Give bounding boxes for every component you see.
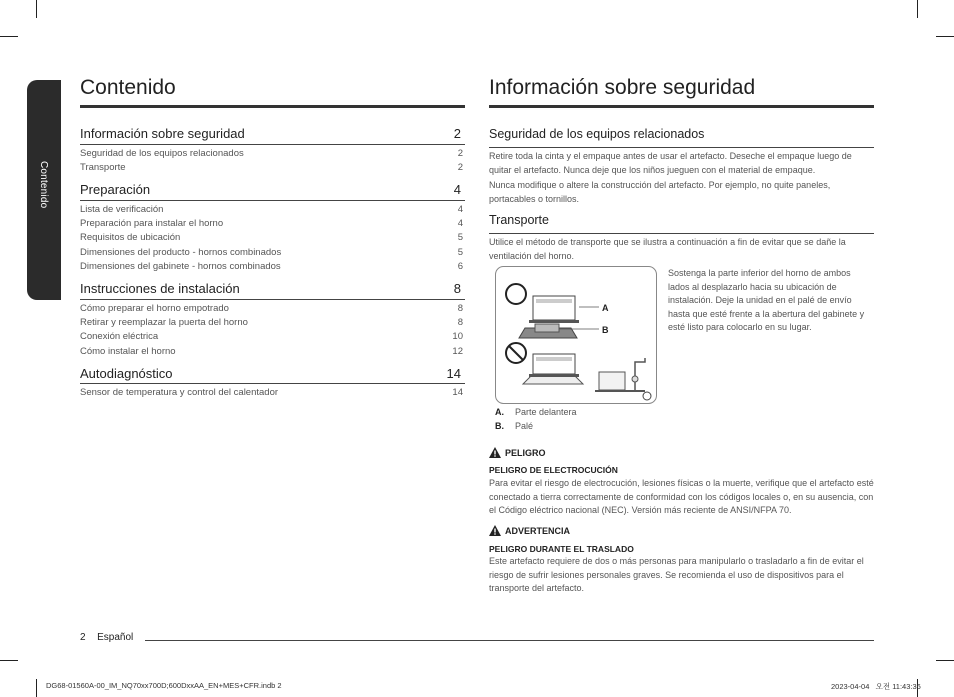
toc-item-label: Dimensiones del gabinete - hornos combinados <box>80 261 281 272</box>
warning-label: ADVERTENCIA <box>505 525 571 536</box>
crop-mark <box>36 0 37 18</box>
toc-item-label: Transporte <box>80 162 126 173</box>
crop-mark <box>936 660 954 661</box>
figure-label-a: A <box>602 303 609 313</box>
equipment-rule <box>489 147 874 148</box>
toc-item[interactable] <box>80 218 463 229</box>
toc-item[interactable] <box>80 346 463 357</box>
figure-caption: Sostenga la parte inferior del horno de ambos lados al desplazarlo hacia su ubicación de instalación. Deje la unidad en el palé de envío hasta que esté frente a la abertura del gabinete y esté listo para colocarlo en su lugar. <box>668 268 865 332</box>
danger-header <box>489 447 546 458</box>
toc-item-page: 8 <box>457 303 463 314</box>
equipment-paragraph-1: Retire toda la cinta y el empaque antes de usar el artefacto. Deseche el empaque luego de quitar el artefacto. Nunca deje que los niños jueguen con el material de empaque. <box>489 151 852 175</box>
transport-heading: Transporte <box>489 213 549 227</box>
figure-label-b: B <box>602 325 609 335</box>
side-tab-label: Contenido <box>38 161 49 209</box>
toc-item-label: Cómo instalar el horno <box>80 346 176 357</box>
toc-section-rule <box>80 144 465 145</box>
transport-rule <box>489 233 874 234</box>
toc-item-label: Cómo preparar el horno empotrado <box>80 303 229 314</box>
danger-label: PELIGRO <box>505 447 546 458</box>
toc-item-page: 12 <box>452 346 463 357</box>
footer-rule <box>145 640 874 641</box>
transport-illustration <box>495 266 657 404</box>
toc-item[interactable] <box>80 317 463 328</box>
toc-item-page: 4 <box>457 218 463 229</box>
toc-title-rule <box>80 105 465 108</box>
warning-text: Este artefacto requiere de dos o más personas para manipularlo o trasladarlo a fin de evitar el riesgo de sufrir lesiones personales graves. Se recomienda el uso de dispositivos para el transporte del artefacto. <box>489 556 864 593</box>
toc-section[interactable] <box>80 126 465 141</box>
toc-item[interactable] <box>80 148 463 159</box>
crop-mark <box>0 660 18 661</box>
transport-paragraph: Utilice el método de transporte que se ilustra a continuación a fin de evitar que se dañe la ventilación del horno. <box>489 237 846 261</box>
toc-section-title: Autodiagnóstico <box>80 366 173 381</box>
toc-item-label: Dimensiones del producto - hornos combinados <box>80 247 282 258</box>
side-tab[interactable] <box>27 80 61 300</box>
toc-section-page: 8 <box>453 281 461 296</box>
transport-figure <box>495 266 657 404</box>
equipment-paragraph-2: Nunca modifique o altere la construcción del artefacto. Por ejemplo, no quite paneles, portacables o tornillos. <box>489 180 831 204</box>
toc-item[interactable] <box>80 303 463 314</box>
toc-section-rule <box>80 383 465 384</box>
toc-section[interactable] <box>80 281 465 296</box>
toc-item-page: 5 <box>457 232 463 243</box>
toc-item[interactable] <box>80 204 463 215</box>
toc-item-page: 2 <box>457 162 463 173</box>
legend-a: A. Parte delantera <box>495 407 577 417</box>
toc-item[interactable] <box>80 247 463 258</box>
crop-mark <box>0 36 18 37</box>
legend-b: B. Palé <box>495 421 534 431</box>
toc-item-page: 6 <box>457 261 463 272</box>
toc-item-label: Requisitos de ubicación <box>80 232 181 243</box>
footer-timestamp: 2023-04-04 오전 11:43:36 <box>831 682 921 691</box>
warning-subhead: PELIGRO DURANTE EL TRASLADO <box>489 544 634 554</box>
warning-triangle-icon <box>489 447 501 458</box>
toc-item-page: 5 <box>457 247 463 258</box>
toc-item-label: Preparación para instalar el horno <box>80 218 224 229</box>
toc-section[interactable] <box>80 182 465 197</box>
toc-item-page: 4 <box>457 204 463 215</box>
toc-item-page: 2 <box>457 148 463 159</box>
toc-section[interactable] <box>80 366 465 381</box>
toc-item-label: Sensor de temperatura y control del calentador <box>80 387 279 398</box>
warning-triangle-icon <box>489 525 501 536</box>
toc-section-rule <box>80 200 465 201</box>
toc-item[interactable] <box>80 232 463 243</box>
crop-mark <box>936 36 954 37</box>
page-footer <box>80 632 133 643</box>
toc-item[interactable] <box>80 387 463 398</box>
safety-title-rule <box>489 105 874 108</box>
toc-section-page: 14 <box>446 366 461 381</box>
crop-mark <box>917 0 918 18</box>
toc-section-page: 2 <box>453 126 461 141</box>
equipment-heading: Seguridad de los equipos relacionados <box>489 127 705 141</box>
toc-section-title: Preparación <box>80 182 151 197</box>
danger-text: Para evitar el riesgo de electrocución, lesiones físicas o la muerte, verifique que el artefacto esté conectado a tierra correctamente de conformidad con los códigos locales o, en su ausencia, con el Código eléctrico nacional (NEC). Versión más reciente de ANSI/NFPA 70. <box>489 478 874 515</box>
footer-language: Español <box>97 632 134 643</box>
toc-item-label: Retirar y reemplazar la puerta del horno <box>80 317 248 328</box>
toc-item[interactable] <box>80 331 463 342</box>
crop-mark <box>36 679 37 697</box>
toc-item-label: Lista de verificación <box>80 204 164 215</box>
toc-item[interactable] <box>80 162 463 173</box>
toc-item[interactable] <box>80 261 463 272</box>
toc-section-page: 4 <box>453 182 461 197</box>
toc-item-page: 8 <box>457 317 463 328</box>
danger-subhead: PELIGRO DE ELECTROCUCIÓN <box>489 465 618 475</box>
toc-item-page: 14 <box>452 387 463 398</box>
toc-item-label: Conexión eléctrica <box>80 331 159 342</box>
toc-section-title: Información sobre seguridad <box>80 126 245 141</box>
warning-header <box>489 525 570 536</box>
safety-title: Información sobre seguridad <box>489 76 756 99</box>
footer-file-name: DG68-01560A-00_IM_NQ70xx700D;600DxxAA_EN+MES+CFR.indb 2 <box>46 681 282 690</box>
page-number: 2 <box>80 632 86 643</box>
toc-item-label: Seguridad de los equipos relacionados <box>80 148 244 159</box>
toc-item-page: 10 <box>452 331 463 342</box>
toc-section-rule <box>80 299 465 300</box>
toc-title: Contenido <box>80 76 176 99</box>
toc-section-title: Instrucciones de instalación <box>80 281 240 296</box>
